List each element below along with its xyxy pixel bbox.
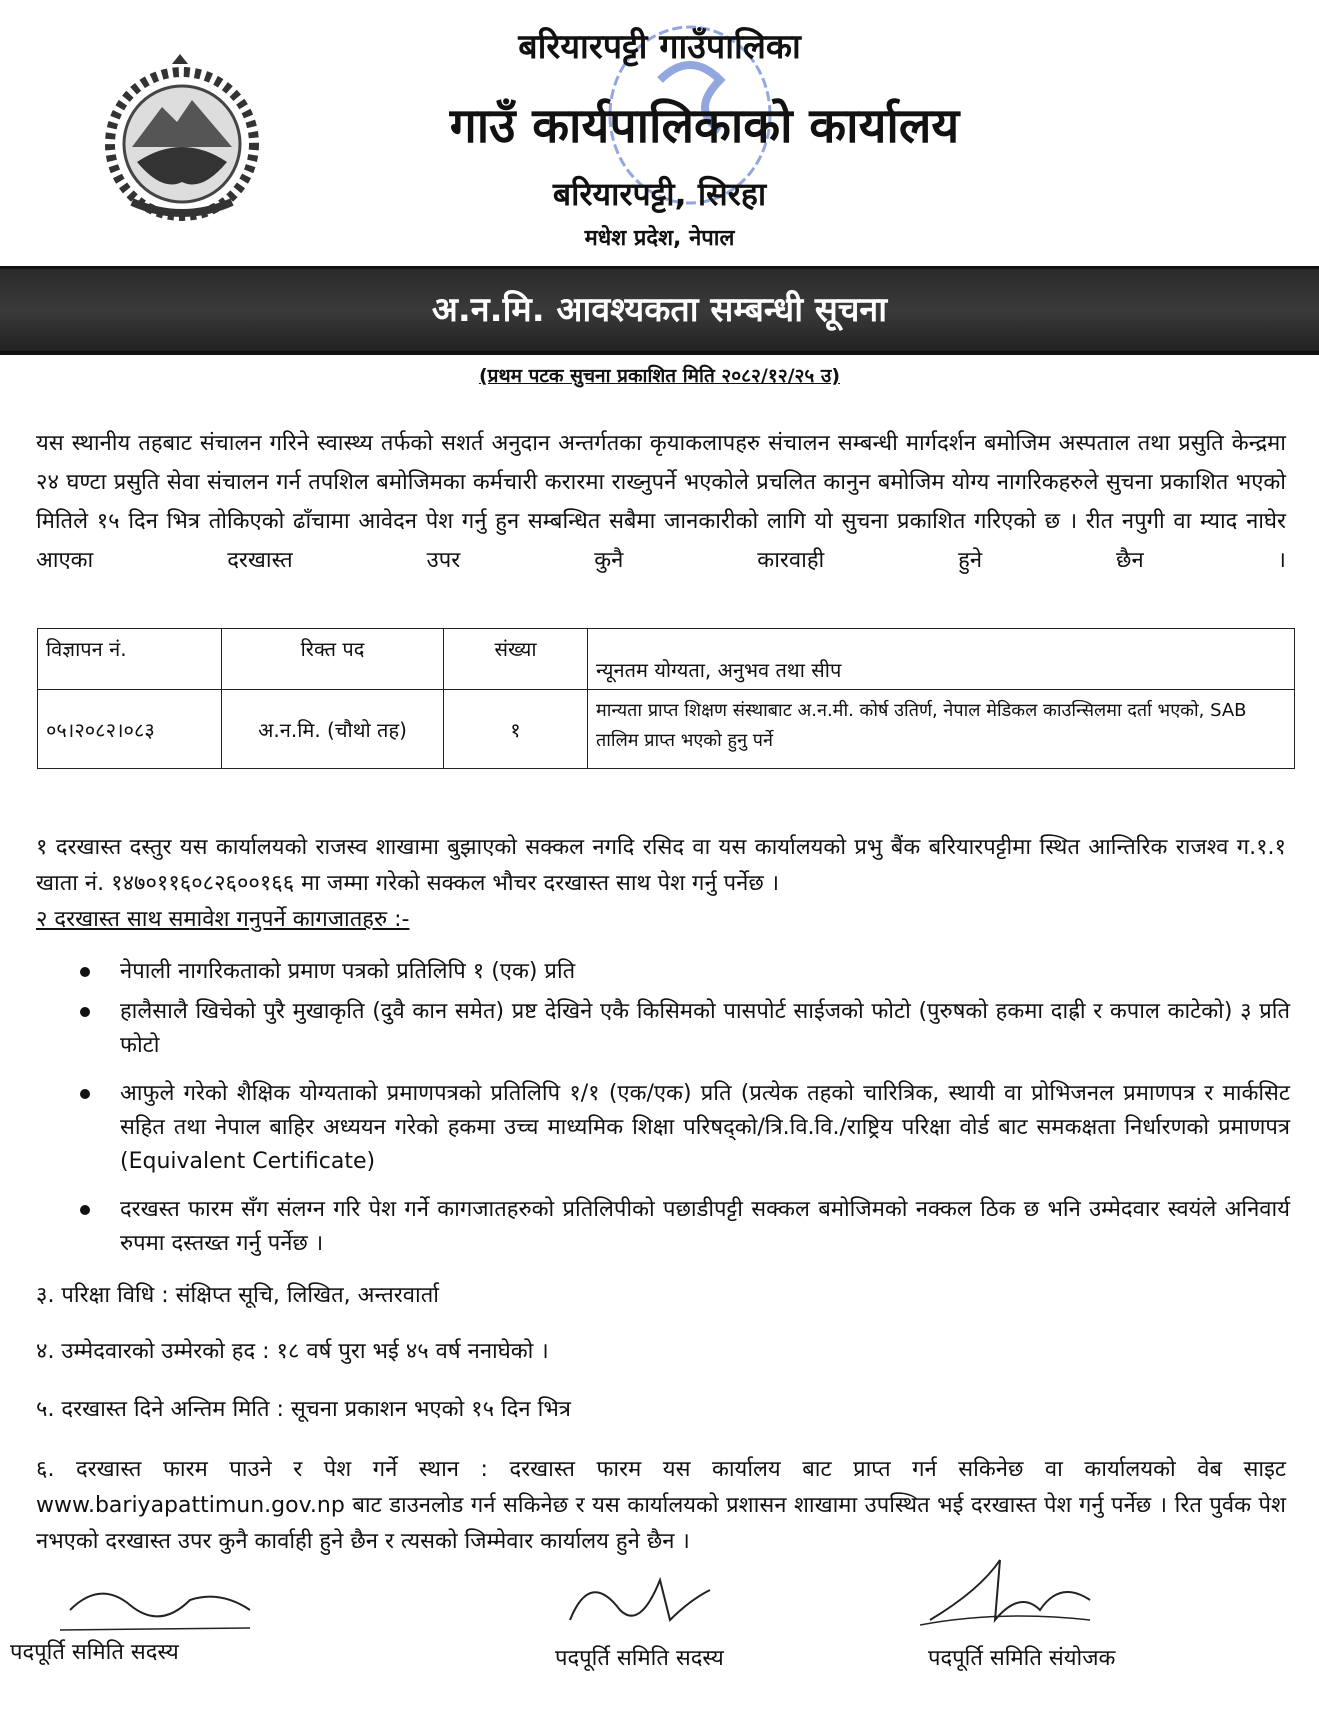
office-name: गाउँ कार्यपालिकाको कार्यालय [449, 98, 960, 154]
signature-scribble [560, 1560, 720, 1640]
signature-member-1: पदपूर्ति समिति सदस्य [10, 1640, 179, 1665]
vacancy-table [37, 628, 1295, 769]
bullet-text: आफुले गरेको शैक्षिक योग्यताको प्रमाणपत्रको प्रतिलिपि १/१ (एक/एक) प्रति (प्रत्येक तहको चारित्रिक, स्थायी वा प्रोभिजनल प्रमाणपत्र र मार्कसिट सहित तथा नेपाल बाहिर अध्ययन गरेको हकमा उच्च माध्यमिक शिक्षा परिषद्को/त्रि.वि.वि./राष्ट्रिय परिक्षा वोर्ड बाट समकक्षता निर्धारणको प्रमाणपत्र (Equivalent Certificate) [120, 1081, 1290, 1174]
office-location: बरियारपट्टी, सिरहा [552, 175, 767, 213]
municipality-name: बरियारपट्टी गाउँपालिका [518, 27, 801, 67]
notice-title: अ.न.मि. आवश्यकता सम्बन्धी सूचना [431, 290, 888, 330]
bullet-icon [80, 967, 90, 977]
bullet-item [80, 955, 1290, 989]
intro-paragraph: यस स्थानीय तहबाट संचालन गरिने स्वास्थ्य तर्फको सशर्त अनुदान अन्तर्गतका कृयाकलापहरु संचालन सम्बन्धी मार्गदर्शन बमोजिम अस्पताल तथा प्रसुति केन्द्रमा २४ घण्टा प्रसुति सेवा संचालन गर्न तपशिल बमोजिमका कर्मचारी करारमा राख्नुपर्ने भएकोले प्रचलित कानुन बमोजिम योग्य नागरिकहरुले सुचना प्रकाशित भएको मितिले १५ दिन भित्र तोकिएको ढाँचामा आवेदन पेश गर्नु हुन सम्बन्धित सबैमा जानकारीको लागि यो सुचना प्रकाशित गरिएको छ । रीत नपुगी वा म्याद नाघेर आएका दरखास्त उपर कुनै कारवाही हुने छैन । [36, 431, 1286, 573]
bullet-icon [80, 1007, 90, 1017]
published-date: (प्रथम पटक सुचना प्रकाशित मिति २०८२/१२/२५ उ) [478, 365, 841, 387]
col-ad-number: विज्ञापन नं. [38, 629, 222, 690]
item-3-exam-method: ३. परिक्षा विधि : संक्षिप्त सूचि, लिखित, अन्तरवार्ता [36, 1283, 439, 1308]
table-row [38, 690, 1295, 769]
bullet-text: हालैसालै खिचेको पुरै मुखाकृति (दुवै कान समेत) प्रष्ट देखिने एकै किसिमको पासपोर्ट साईजको फोटो (पुरुषको हकमा दाह्री र कपाल काटेको) ३ प्रति फोटो [120, 999, 1290, 1058]
table-header-row [38, 629, 1295, 690]
bullet-item [80, 1193, 1290, 1261]
signature-member-2: पदपूर्ति समिति सदस्य [555, 1646, 724, 1671]
bullet-text: दरखस्त फारम सँग संलग्न गरि पेश गर्ने कागजातहरुको प्रतिलिपीको पछाडीपट्टी सक्कल बमोजिमको नक्कल ठिक छ भनि उम्मेदवार स्वयंले अनिवार्य रुपमा दस्तख्त गर्नु पर्नेछ । [120, 1197, 1290, 1256]
item-2-documents: २ दरखास्त साथ समावेश गनुपर्ने कागजातहरु :- [36, 907, 410, 932]
qualification: मान्यता प्राप्त शिक्षण संस्थाबाट अ.न.मी. कोर्ष उतिर्ण, नेपाल मेडिकल काउन्सिलमा दर्ता भएको, SAB तालिम प्राप्त भएको हुनु पर्ने [588, 690, 1295, 769]
bullet-text: नेपाली नागरिकताको प्रमाण पत्रको प्रतिलिपि १ (एक) प्रति [120, 959, 576, 984]
item-5-deadline: ५. दरखास्त दिने अन्तिम मिति : सूचना प्रकाशन भएको १५ दिन भित्र [36, 1397, 571, 1422]
bullet-icon [80, 1089, 90, 1099]
col-qualification: न्यूनतम योग्यता, अनुभव तथा सीप [588, 629, 1295, 690]
notice-title-banner [0, 266, 1319, 355]
signature-scribble [920, 1550, 1100, 1640]
province-name: मधेश प्रदेश, नेपाल [584, 226, 735, 251]
col-position: रिक्त पद [222, 629, 444, 690]
count: १ [444, 690, 588, 769]
bullet-icon [80, 1205, 90, 1215]
ad-number: ०५।२०८२।०८३ [38, 690, 222, 769]
col-count: संख्या [444, 629, 588, 690]
item-6-application-place: ६. दरखास्त फारम पाउने र पेश गर्ने स्थान : दरखास्त फारम यस कार्यालय बाट प्राप्त गर्न सकिनेछ वा कार्यालयको वेब साइट www.bariyapattimun.gov.np बाट डाउनलोड गर्न सकिनेछ र यस कार्यालयको प्रशासन शाखामा उपस्थित भई दरखास्त पेश गर्नु पर्नेछ । रित पुर्वक पेश नभएको दरखास्त उपर कुनै कार्वाही हुने छैन र त्यसको जिम्मेवार कार्यालय हुने छैन । [36, 1457, 1286, 1554]
signature-scribble [60, 1570, 260, 1640]
bullet-item [80, 1077, 1290, 1179]
position: अ.न.मि. (चौथो तह) [222, 690, 444, 769]
item-1-fee: १ दरखास्त दस्तुर यस कार्यालयको राजस्व शाखामा बुझाएको सक्कल नगदि रसिद वा यस कार्यालयको प्रभु बैंक बरियारपट्टीमा स्थित आन्तिरिक राजश्व ग.१.१ खाता नं. १४७०११६०८२६००१६६ मा जम्मा गरेको सक्कल भौचर दरखास्त साथ पेश गर्नु पर्नेछ । [36, 835, 1286, 896]
published-note [0, 362, 1319, 388]
bullet-item [80, 995, 1290, 1063]
item-4-age-limit: ४. उम्मेदवारको उम्मेरको हद : १८ वर्ष पुरा भई ४५ वर्ष ननाघेको । [36, 1339, 549, 1364]
signature-coordinator: पदपूर्ति समिति संयोजक [928, 1646, 1116, 1671]
